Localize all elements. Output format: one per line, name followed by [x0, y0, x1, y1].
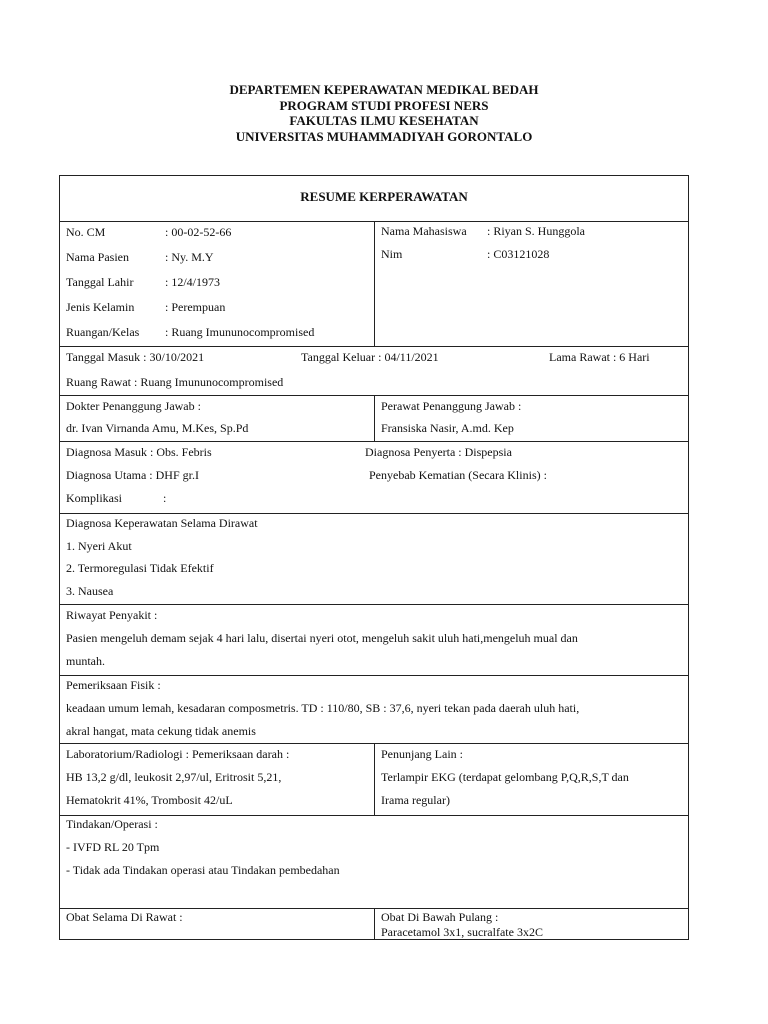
list-item: 1. Nyeri Akut — [66, 539, 132, 553]
document-header — [0, 82, 768, 144]
secondary-diagnosis: Diagnosa Penyerta : Dispepsia — [365, 445, 512, 459]
history-text: muntah. — [66, 654, 105, 668]
row-divider — [59, 604, 689, 605]
nim-label: Nim — [381, 247, 403, 261]
header-department: DEPARTEMEN KEPERAWATAN MEDIKAL BEDAH — [229, 82, 539, 97]
no-cm-label: No. CM — [66, 225, 106, 239]
no-cm-value: : 00-02-52-66 — [165, 225, 232, 239]
column-divider — [374, 743, 375, 815]
header-university: UNIVERSITAS MUHAMMADIYAH GORONTALO — [235, 128, 533, 144]
nurse-label: Perawat Penanggung Jawab : — [381, 399, 522, 413]
row-divider — [59, 675, 689, 676]
lab-label: Laboratorium/Radiologi : Pemeriksaan darah : — [66, 747, 290, 761]
procedure-label: Tindakan/Operasi : — [66, 817, 158, 831]
nurse-value: Fransiska Nasir, A.md. Kep — [381, 421, 514, 435]
header-faculty: FAKULTAS ILMU KESEHATAN — [289, 113, 479, 128]
sex-value: : Perempuan — [165, 300, 226, 314]
column-divider — [374, 221, 375, 346]
main-diagnosis: Diagnosa Utama : DHF gr.I — [66, 468, 199, 482]
support-text: Irama regular) — [381, 793, 450, 807]
patient-name-label: Nama Pasien — [66, 250, 129, 264]
column-divider — [374, 395, 375, 441]
list-item: - Tidak ada Tindakan operasi atau Tindakan pembedahan — [66, 863, 340, 877]
admission-date: Tanggal Masuk : 30/10/2021 — [66, 350, 205, 364]
support-text: Terlampir EKG (terdapat gelombang P,Q,R,S,T dan — [381, 770, 629, 784]
student-name-value: : Riyan S. Hunggola — [487, 224, 585, 238]
patient-name-value: : Ny. M.Y — [165, 250, 214, 264]
column-divider — [374, 908, 375, 940]
complications-value: : — [163, 491, 167, 505]
dob-label: Tanggal Lahir — [66, 275, 134, 289]
meds-discharge-label: Obat Di Bawah Pulang : — [381, 910, 499, 924]
list-item: 2. Termoregulasi Tidak Efektif — [66, 561, 214, 575]
physical-exam-text: akral hangat, mata cekung tidak anemis — [66, 724, 256, 738]
sex-label: Jenis Kelamin — [66, 300, 135, 314]
form-title: RESUME KERPERAWATAN — [300, 189, 468, 204]
row-divider — [59, 815, 689, 816]
meds-during-label: Obat Selama Di Rawat : — [66, 910, 183, 924]
room-label: Ruangan/Kelas — [66, 325, 140, 339]
student-name-label: Nama Mahasiswa — [381, 224, 467, 238]
nursing-diagnosis-label: Diagnosa Keperawatan Selama Dirawat — [66, 516, 258, 530]
meds-discharge-value: Paracetamol 3x1, sucralfate 3x2C — [381, 925, 543, 939]
row-divider — [59, 513, 689, 514]
discharge-date: Tanggal Keluar : 04/11/2021 — [301, 350, 439, 364]
complications-label: Komplikasi — [66, 491, 122, 505]
row-divider — [59, 346, 689, 347]
doctor-value: dr. Ivan Virnanda Amu, M.Kes, Sp.Pd — [66, 421, 249, 435]
history-text: Pasien mengeluh demam sejak 4 hari lalu, disertai nyeri otot, mengeluh sakit uluh hati,mengeluh mual dan — [66, 631, 578, 645]
row-divider — [59, 441, 689, 442]
history-label: Riwayat Penyakit : — [66, 608, 158, 622]
lab-text: Hematokrit 41%, Trombosit 42/uL — [66, 793, 233, 807]
cause-of-death: Penyebab Kematian (Secara Klinis) : — [369, 468, 547, 482]
support-label: Penunjang Lain : — [381, 747, 463, 761]
length-of-stay: Lama Rawat : 6 Hari — [549, 350, 650, 364]
ward: Ruang Rawat : Ruang Imununocompromised — [66, 375, 284, 389]
lab-text: HB 13,2 g/dl, leukosit 2,97/ul, Eritrosit 5,21, — [66, 770, 282, 784]
list-item: - IVFD RL 20 Tpm — [66, 840, 160, 854]
admission-diagnosis: Diagnosa Masuk : Obs. Febris — [66, 445, 212, 459]
header-program: PROGRAM STUDI PROFESI NERS — [279, 97, 489, 113]
room-value: : Ruang Imununocompromised — [165, 325, 315, 339]
nim-value: : C03121028 — [487, 247, 550, 261]
dob-value: : 12/4/1973 — [165, 275, 221, 289]
list-item: 3. Nausea — [66, 584, 114, 598]
physical-exam-text: keadaan umum lemah, kesadaran composmetris. TD : 110/80, SB : 37,6, nyeri tekan pada daerah uluh hati, — [66, 701, 580, 715]
physical-exam-label: Pemeriksaan Fisik : — [66, 678, 161, 692]
doctor-label: Dokter Penanggung Jawab : — [66, 399, 201, 413]
